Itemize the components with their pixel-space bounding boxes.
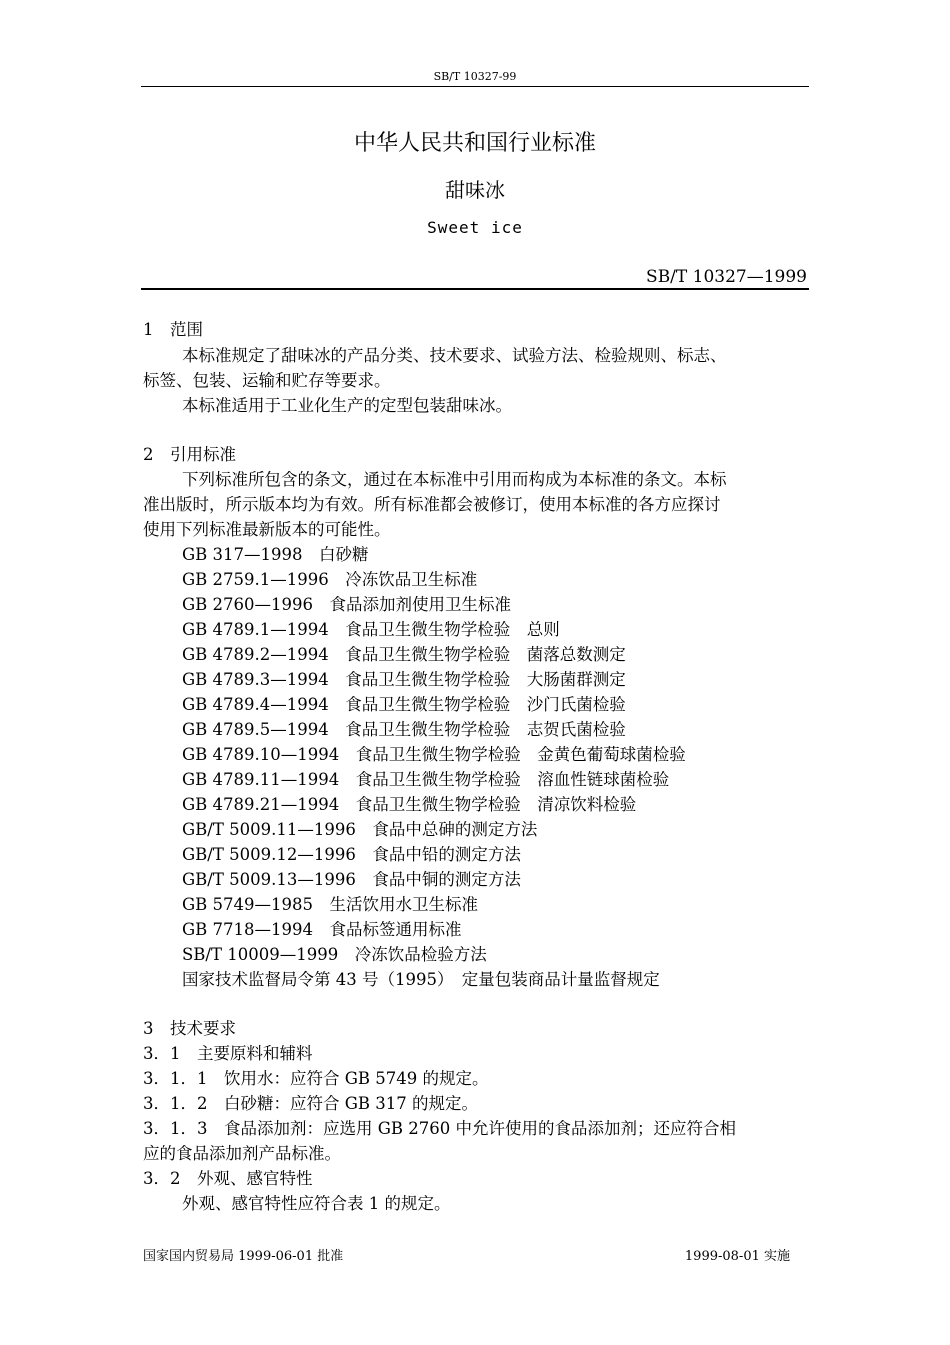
reference-item: GB/T 5009.11—1996 食品中总砷的测定方法 [182, 820, 538, 839]
clause-3-1-3: 3．1．3 食品添加剂：应选用 GB 2760 中允许使用的食品添加剂；还应符合相 [143, 1119, 737, 1138]
reference-item: GB 2759.1—1996 冷冻饮品卫生标准 [182, 570, 478, 589]
section-2-paragraph: 下列标准所包含的条文，通过在本标准中引用而构成为本标准的条文。本标 [182, 470, 727, 489]
reference-item: GB/T 5009.13—1996 食品中铜的测定方法 [182, 870, 521, 889]
reference-item: GB/T 5009.12—1996 食品中铅的测定方法 [182, 845, 521, 864]
reference-item: GB 4789.1—1994 食品卫生微生物学检验 总则 [182, 620, 560, 639]
standard-name-cn: 甜味冰 [445, 178, 505, 202]
clause-3-1-3-cont: 应的食品添加剂产品标准。 [143, 1144, 341, 1163]
standard-name-en: Sweet ice [427, 218, 523, 237]
reference-item: GB 4789.11—1994 食品卫生微生物学检验 溶血性链球菌检验 [182, 770, 670, 789]
implementation-note: 1999-08-01 实施 [684, 1249, 790, 1264]
section-1-paragraph-2: 本标准适用于工业化生产的定型包装甜味冰。 [182, 396, 512, 415]
section-2-paragraph-cont: 准出版时，所示版本均为有效。所有标准都会被修订，使用本标准的各方应探讨 [143, 495, 721, 514]
reference-item: GB 4789.2—1994 食品卫生微生物学检验 菌落总数测定 [182, 645, 626, 664]
title-rule [141, 288, 809, 290]
reference-item: GB 2760—1996 食品添加剂使用卫生标准 [182, 595, 512, 614]
clause-3-2: 3．2 外观、感官特性 [143, 1169, 313, 1188]
document-title: 中华人民共和国行业标准 [353, 131, 596, 156]
clause-3-1-1: 3．1．1 饮用水：应符合 GB 5749 的规定。 [143, 1069, 489, 1088]
clause-3-1-2: 3．1．2 白砂糖：应符合 GB 317 的规定。 [143, 1094, 479, 1113]
clause-3-2-paragraph: 外观、感官特性应符合表 1 的规定。 [182, 1194, 451, 1213]
clause-3-1: 3．1 主要原料和辅料 [143, 1044, 313, 1063]
reference-item: 国家技术监督局令第 43 号（1995） 定量包装商品计量监督规定 [182, 970, 660, 989]
header-rule [141, 86, 809, 87]
header-code: SB/T 10327-99 [433, 70, 517, 83]
reference-item: GB 4789.5—1994 食品卫生微生物学检验 志贺氏菌检验 [182, 720, 626, 739]
standard-number: SB/T 10327—1999 [646, 267, 807, 287]
reference-item: SB/T 10009—1999 冷冻饮品检验方法 [182, 945, 487, 964]
section-3-heading: 3 技术要求 [143, 1019, 236, 1038]
section-1-paragraph-1: 本标准规定了甜味冰的产品分类、技术要求、试验方法、检验规则、标志、 [182, 346, 727, 365]
reference-item: GB 4789.3—1994 食品卫生微生物学检验 大肠菌群测定 [182, 670, 626, 689]
reference-item: GB 7718—1994 食品标签通用标准 [182, 920, 462, 939]
approval-note: 国家国内贸易局 1999-06-01 批准 [143, 1249, 344, 1264]
section-1-paragraph-1-cont: 标签、包装、运输和贮存等要求。 [143, 371, 391, 390]
reference-item: GB 317—1998 白砂糖 [182, 545, 369, 564]
reference-item: GB 4789.4—1994 食品卫生微生物学检验 沙门氏菌检验 [182, 695, 626, 714]
section-1-heading: 1 范围 [143, 320, 203, 339]
section-2-paragraph-cont: 使用下列标准最新版本的可能性。 [143, 520, 391, 539]
reference-item: GB 4789.21—1994 食品卫生微生物学检验 清凉饮料检验 [182, 795, 637, 814]
reference-item: GB 4789.10—1994 食品卫生微生物学检验 金黄色葡萄球菌检验 [182, 745, 686, 764]
reference-item: GB 5749—1985 生活饮用水卫生标准 [182, 895, 479, 914]
section-2-heading: 2 引用标准 [143, 445, 236, 464]
